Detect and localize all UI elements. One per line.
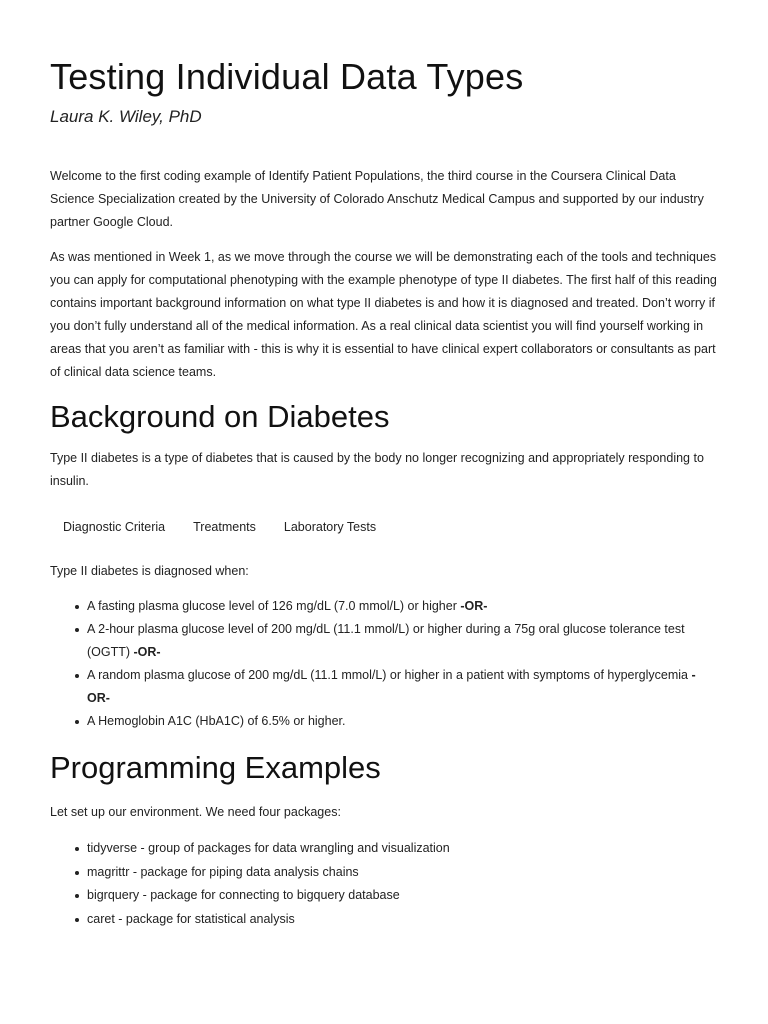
info-tabs bbox=[50, 515, 718, 539]
background-paragraph: Type II diabetes is a type of diabetes that is caused by the body no longer recognizing and appropriately responding to insulin. bbox=[50, 451, 704, 488]
programming-heading: Programming Examples bbox=[50, 750, 381, 785]
list-item: bigrquery - package for connecting to bigquery database bbox=[87, 884, 718, 908]
criteria-text: A 2-hour plasma glucose level of 200 mg/dL (11.1 mmol/L) or higher during a 75g oral glucose tolerance test (OGTT) bbox=[87, 622, 685, 659]
tab-diagnostic-criteria[interactable]: Diagnostic Criteria bbox=[63, 520, 166, 534]
author-byline: Laura K. Wiley, PhD bbox=[50, 107, 202, 126]
criteria-text: A random plasma glucose of 200 mg/dL (11.1 mmol/L) or higher in a patient with symptoms of hyperglycemia bbox=[87, 668, 692, 682]
list-item bbox=[87, 618, 718, 664]
or-label: -OR- bbox=[133, 645, 161, 659]
criteria-text: A Hemoglobin A1C (HbA1C) of 6.5% or higher. bbox=[87, 714, 346, 728]
list-item: caret - package for statistical analysis bbox=[87, 908, 718, 932]
criteria-list bbox=[50, 595, 718, 733]
package-list bbox=[50, 837, 718, 931]
page-title: Testing Individual Data Types bbox=[50, 56, 524, 97]
intro-paragraph-1: Welcome to the first coding example of Identify Patient Populations, the third course in the Coursera Clinical Data Science Specialization created by the University of Colorado Anschutz Medical Campus and supported by our industry partner Google Cloud. bbox=[50, 169, 704, 229]
list-item bbox=[87, 710, 718, 733]
criteria-text: A fasting plasma glucose level of 126 mg/dL (7.0 mmol/L) or higher bbox=[87, 599, 461, 613]
tab-laboratory-tests[interactable]: Laboratory Tests bbox=[283, 520, 377, 534]
background-heading: Background on Diabetes bbox=[50, 399, 390, 434]
or-label: -OR- bbox=[460, 599, 488, 613]
intro-paragraph-2: As was mentioned in Week 1, as we move through the course we will be demonstrating each of the tools and techniques you can apply for computational phenotyping with the example phenotype of type II diabetes. The first half of this reading contains important background information on what type II diabetes is and how it is diagnosed and treated. Don’t worry if you don’t fully understand all of the medical information. As a real clinical data scientist you will find yourself working in areas that you aren’t as familiar with - this is why it is essential to have clinical expert collaborators or consultants as part of clinical data science teams. bbox=[50, 250, 717, 379]
tab-treatments[interactable]: Treatments bbox=[193, 520, 256, 534]
list-item: tidyverse - group of packages for data wrangling and visualization bbox=[87, 837, 718, 861]
list-item bbox=[87, 664, 718, 710]
diagnosis-intro: Type II diabetes is diagnosed when: bbox=[50, 564, 249, 578]
list-item bbox=[87, 595, 718, 618]
list-item: magrittr - package for piping data analysis chains bbox=[87, 861, 718, 885]
programming-paragraph: Let set up our environment. We need four packages: bbox=[50, 805, 341, 819]
or-label: -OR- bbox=[87, 668, 696, 705]
